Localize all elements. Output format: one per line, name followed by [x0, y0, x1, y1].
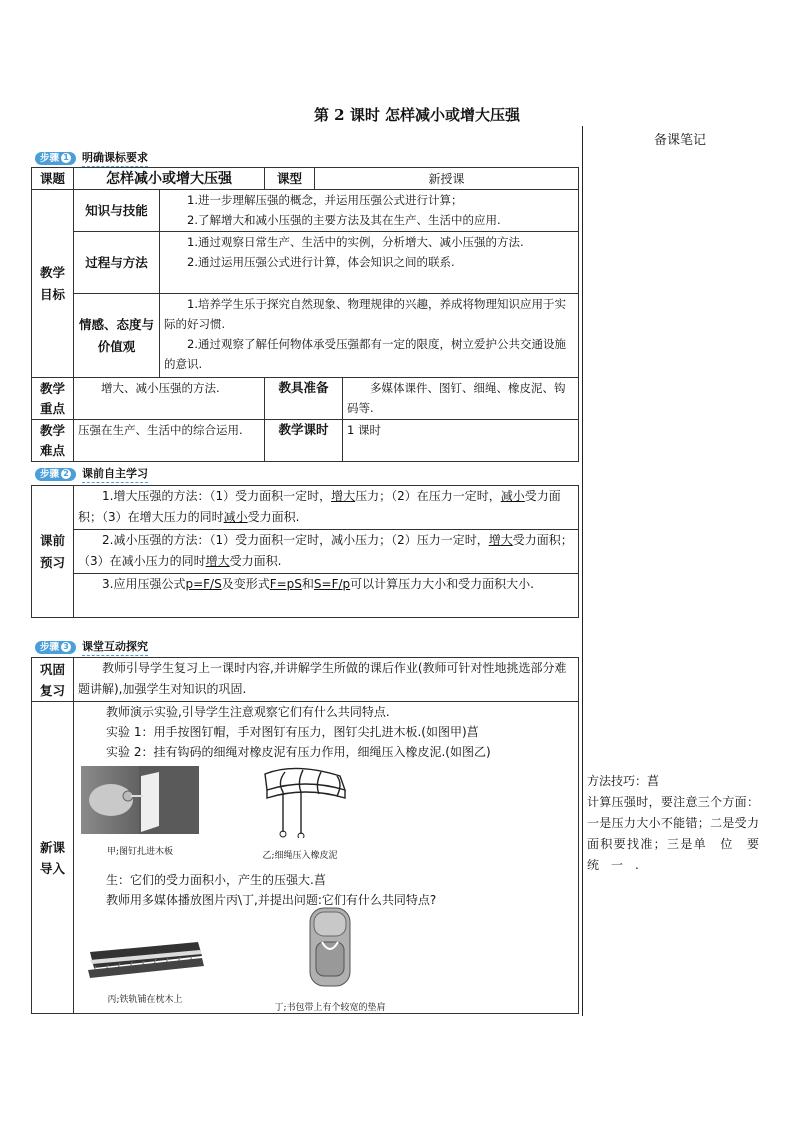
interaction-table	[31, 657, 579, 1014]
figures-row-1	[80, 766, 574, 862]
cell-zd-value: 增大、减小压强的方法.	[74, 378, 265, 420]
step-2-heading	[35, 467, 148, 481]
cell-k2: 过程与方法	[74, 232, 160, 294]
cell-preview-head: 课前预习	[32, 486, 74, 618]
intro-line-3: 实验 2：挂有钩码的细绳对橡皮泥有压力作用，细绳压入橡皮泥.(如图乙)	[106, 745, 491, 759]
objectives-table	[31, 167, 579, 462]
cell-kexing-value: 新授课	[315, 168, 579, 190]
preview-table	[31, 485, 579, 618]
intro-body	[74, 702, 579, 1014]
cell-k1: 知识与技能	[74, 190, 160, 232]
cell-jj-value: 多媒体课件、图钉、细绳、橡皮泥、钩码等.	[343, 378, 579, 420]
cell-goals-head: 教学目标	[32, 190, 74, 378]
cell-nd: 教学难点	[32, 420, 74, 462]
cell-intro-head: 新课导入	[32, 702, 74, 1014]
figure-d	[260, 902, 400, 1018]
page-title: 第 2 课时 怎样减小或增大压强	[313, 106, 521, 124]
k2-line-2: 2.通过运用压强公式进行计算，体会知识之间的联系.	[187, 255, 455, 269]
step-badge: 步骤 1	[35, 152, 76, 165]
cell-k2-body	[160, 232, 579, 294]
k1-line-1: 1.进一步理解压强的概念，并运用压强公式进行计算；	[187, 193, 463, 207]
figures-row-2	[80, 916, 574, 1013]
method-tip-heading: 方法技巧：菖	[587, 774, 660, 788]
k1-line-2: 2.了解增大和减小压强的主要方法及其在生产、生活中的应用.	[187, 213, 501, 227]
figure-b	[240, 762, 360, 866]
step-badge: 步骤 2	[35, 468, 76, 481]
notes-divider	[582, 126, 583, 1016]
intro-line-4: 生：它们的受力面积小，产生的压强大.菖	[106, 873, 326, 887]
caption-b: 乙;细绳压入橡皮泥	[262, 851, 338, 861]
cell-jj: 教具准备	[265, 378, 343, 420]
method-tip-body: 计算压强时，要注意三个方面：一是压力大小不能错；二是受力面积要找准；三是单 位 要 统 一 .	[587, 795, 772, 872]
step-badge: 步骤 3	[35, 641, 76, 654]
k2-line-1: 1.通过观察日常生产、生活中的实例，分析增大、减小压强的方法.	[187, 235, 524, 249]
figure-a	[80, 766, 200, 862]
cell-nd-value: 压强在生产、生活中的综合运用.	[74, 420, 265, 462]
step-1-heading	[35, 151, 148, 165]
cell-ks: 教学课时	[265, 420, 343, 462]
cell-keti: 课题	[32, 168, 74, 190]
cell-zd: 教学重点	[32, 378, 74, 420]
cell-review-head: 巩固复习	[32, 658, 74, 702]
review-body: 教师引导学生复习上一课时内容,并讲解学生所做的课后作业(教师可针对性地挑选部分难题讲解),加强学生对知识的巩固.	[74, 658, 579, 702]
preview-row-2: 2.减小压强的方法：（1）受力面积一定时，减小压力；（2）压力一定时，增大受力面积；（3）在减小压力的同时增大受力面积.	[74, 530, 579, 574]
backpack-drawing	[300, 902, 360, 990]
cell-topic: 怎样减小或增大压强	[74, 168, 265, 190]
step-label: 课堂互动探究	[82, 638, 148, 656]
step-3-heading	[35, 640, 148, 654]
cell-k1-body	[160, 190, 579, 232]
caption-c: 丙;铁轨铺在枕木上	[107, 995, 183, 1005]
rope-clay-drawing	[245, 762, 355, 838]
cell-k3: 情感、态度与价值观	[74, 294, 160, 378]
cell-k3-body	[160, 294, 579, 378]
thumbtack-photo	[81, 766, 199, 834]
intro-line-5: 教师用多媒体播放图片丙\丁,并提出问题:它们有什么共同特点?	[106, 893, 437, 907]
step-label: 明确课标要求	[82, 149, 148, 167]
k3-line-1: 1.培养学生乐于探究自然现象、物理规律的兴趣，养成将物理知识应用于实际的好习惯.	[164, 297, 566, 331]
caption-a: 甲;图钉扎进木板	[106, 847, 174, 857]
k3-line-2: 2.通过观察了解任何物体承受压强都有一定的限度，树立爱护公共交通设施的意识.	[164, 337, 566, 371]
railway-track-drawing	[86, 932, 204, 982]
step-label: 课前自主学习	[82, 465, 148, 483]
preview-row-3: 3.应用压强公式p=F/S及变形式F=pS和S=F/p可以计算压力大小和受力面积大小.	[74, 574, 579, 618]
intro-line-1: 教师演示实验,引导学生注意观察它们有什么共同特点.	[106, 705, 390, 719]
figure-c	[80, 932, 210, 1010]
cell-kexing: 课型	[265, 168, 315, 190]
notes-header: 备课笔记	[653, 133, 706, 148]
intro-line-2: 实验 1：用手按图钉帽，手对图钉有压力，图钉尖扎进木板.(如图甲)菖	[106, 725, 479, 739]
preview-row-1: 1.增大压强的方法：（1）受力面积一定时，增大压力；（2）在压力一定时，减小受力面积；（3）在增大压力的同时减小受力面积.	[74, 486, 579, 530]
method-tip-note	[587, 771, 772, 876]
cell-ks-value: 1 课时	[343, 420, 579, 462]
caption-d: 丁;书包带上有个较宽的垫肩	[274, 1003, 386, 1013]
